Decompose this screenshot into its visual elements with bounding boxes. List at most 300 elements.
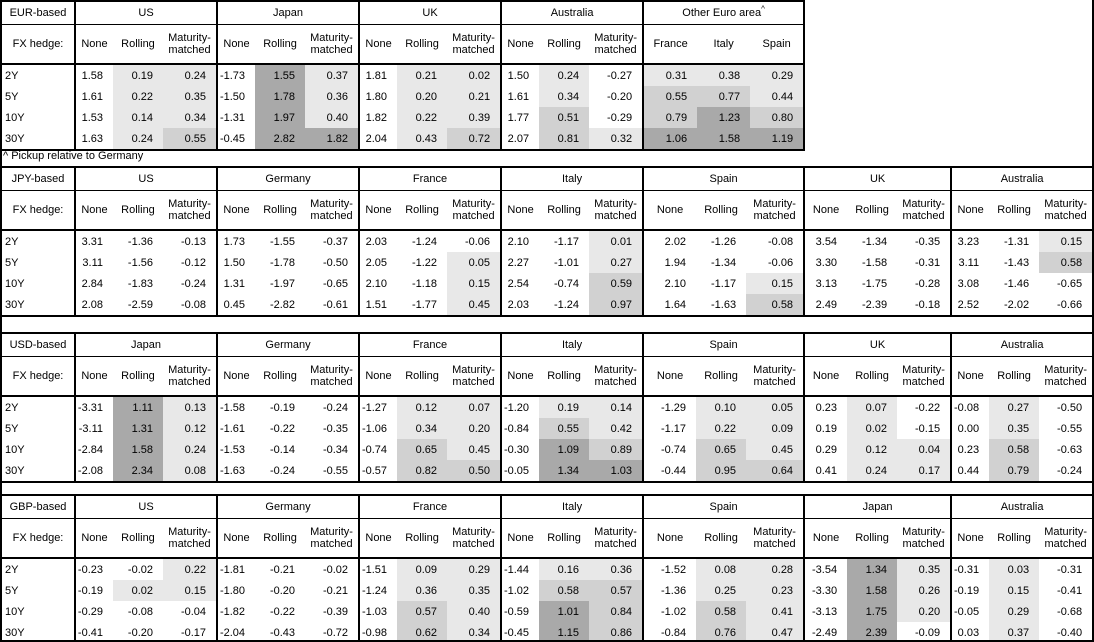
value-cell: 0.57 (397, 601, 447, 622)
value-cell: -1.24 (411, 235, 438, 248)
country-header: Italy (501, 333, 643, 357)
value-cell: -0.57 (359, 460, 397, 482)
value-cell: 2.08 (75, 294, 113, 316)
value-cell: -0.02 (127, 563, 153, 576)
value-cell: 0.76 (696, 622, 746, 642)
value-cell: 0.43 (397, 128, 447, 150)
column-header: None (804, 191, 847, 231)
value-cell: -0.31 (951, 558, 989, 580)
value-cell: 0.03 (951, 622, 989, 642)
value-cell: 1.58 (847, 580, 897, 601)
value-cell: 0.82 (397, 460, 447, 482)
value-cell: 0.35 (447, 580, 501, 601)
value-cell: -0.41 (1057, 584, 1083, 597)
country-header: Italy (501, 495, 643, 519)
country-header: UK (359, 1, 501, 25)
value-cell: -0.20 (607, 90, 633, 103)
column-header: None (501, 191, 539, 231)
column-header: None (501, 519, 539, 559)
value-cell: 0.10 (696, 396, 746, 418)
column-header: Rolling (397, 191, 447, 231)
column-header: Maturity-matched (447, 191, 501, 231)
country-header: UK (804, 333, 951, 357)
value-cell: -1.26 (710, 235, 737, 248)
value-cell: 0.20 (397, 86, 447, 107)
fx-hedge-label: FX hedge: (1, 357, 75, 397)
value-cell: 2.07 (501, 128, 539, 150)
value-cell: -0.63 (1057, 443, 1083, 456)
value-cell: -1.80 (217, 580, 255, 601)
column-header: None (75, 519, 113, 559)
value-cell: 0.44 (951, 460, 989, 482)
footnote-marker: ^ (761, 4, 765, 14)
column-header: Maturity-matched (589, 519, 643, 559)
value-cell: -0.31 (915, 256, 941, 269)
value-cell: -0.31 (1057, 563, 1083, 576)
table-row (1, 418, 1093, 439)
value-cell: -1.63 (217, 460, 255, 482)
column-header: Rolling (539, 25, 589, 65)
value-cell: -0.59 (501, 601, 539, 622)
table-row (1, 396, 1093, 418)
value-cell: 0.05 (447, 252, 501, 273)
value-cell: 2.05 (359, 252, 397, 273)
column-header: Maturity-matched (163, 25, 217, 65)
value-cell: -1.78 (269, 256, 296, 269)
value-cell: -0.84 (643, 622, 696, 642)
value-cell: -0.50 (1057, 401, 1083, 414)
value-cell: -1.82 (217, 601, 255, 622)
value-cell: -0.84 (501, 418, 539, 439)
column-header: Maturity-matched (589, 25, 643, 65)
row-label: 30Y (1, 460, 75, 482)
value-cell: 0.21 (397, 64, 447, 86)
column-header: Rolling (397, 519, 447, 559)
column-header: None (359, 519, 397, 559)
value-cell: 3.11 (951, 252, 989, 273)
value-cell: 0.81 (539, 128, 589, 150)
value-cell: 0.07 (847, 396, 897, 418)
value-cell: -0.68 (1057, 605, 1083, 618)
column-header: Rolling (696, 357, 746, 397)
value-cell: -0.24 (322, 401, 349, 414)
value-cell: -0.74 (359, 439, 397, 460)
row-label: 2Y (1, 230, 75, 252)
value-cell: 0.41 (746, 601, 804, 622)
value-cell: 3.11 (75, 252, 113, 273)
column-header: Maturity-matched (746, 519, 804, 559)
table-row (1, 107, 804, 128)
value-cell: 1.64 (643, 294, 696, 316)
value-cell: 0.24 (163, 439, 217, 460)
country-header: Spain (643, 333, 804, 357)
value-cell: -0.21 (269, 563, 296, 576)
value-cell: 0.22 (696, 418, 746, 439)
value-cell: -0.18 (915, 298, 941, 311)
column-header: Rolling (397, 25, 447, 65)
value-cell: 0.57 (589, 580, 643, 601)
value-cell: 0.31 (643, 64, 697, 86)
value-cell: 0.08 (163, 460, 217, 482)
value-cell: 0.34 (539, 86, 589, 107)
value-cell: 1.77 (501, 107, 539, 128)
value-cell: 0.02 (847, 418, 897, 439)
column-header: None (951, 191, 989, 231)
value-cell: 0.45 (746, 439, 804, 460)
column-header: Maturity-matched (163, 191, 217, 231)
value-cell: -1.63 (710, 298, 737, 311)
value-cell: 0.97 (589, 294, 643, 316)
country-header: France (359, 167, 501, 191)
value-cell: 0.07 (447, 396, 501, 418)
value-cell: 0.26 (897, 580, 951, 601)
value-cell: -0.74 (553, 277, 580, 290)
table-jpy-based (0, 166, 1094, 317)
value-cell: -1.17 (710, 277, 737, 290)
value-cell: -2.08 (75, 460, 113, 482)
value-cell: 1.94 (643, 252, 696, 273)
value-cell: 1.19 (750, 128, 804, 150)
value-cell: 0.12 (163, 418, 217, 439)
value-cell: 0.58 (539, 580, 589, 601)
value-cell: 0.03 (989, 558, 1039, 580)
value-cell: 0.79 (643, 107, 697, 128)
value-cell: 0.36 (305, 86, 359, 107)
base-currency-label: USD-based (1, 333, 75, 357)
column-header: Maturity-matched (746, 357, 804, 397)
value-cell: -3.11 (75, 418, 113, 439)
value-cell: -1.02 (643, 601, 696, 622)
value-cell: 0.23 (746, 580, 804, 601)
value-cell: 2.03 (359, 230, 397, 252)
row-label: 5Y (1, 252, 75, 273)
value-cell: 1.53 (75, 107, 113, 128)
value-cell: -0.06 (464, 235, 491, 248)
country-header: Japan (75, 333, 217, 357)
fx-hedge-label: FX hedge: (1, 25, 75, 65)
value-cell: 0.41 (804, 460, 847, 482)
value-cell: 0.36 (397, 580, 447, 601)
value-cell: 0.62 (397, 622, 447, 642)
value-cell: 0.35 (989, 418, 1039, 439)
column-header: None (75, 357, 113, 397)
value-cell: 1.15 (539, 622, 589, 642)
value-cell: 1.34 (847, 558, 897, 580)
column-header: Maturity-matched (163, 519, 217, 559)
value-cell: 2.52 (951, 294, 989, 316)
value-cell: 0.40 (305, 107, 359, 128)
column-header: None (643, 357, 696, 397)
value-cell: 0.95 (696, 460, 746, 482)
value-cell: 1.82 (305, 128, 359, 150)
value-cell: -0.08 (180, 298, 207, 311)
row-label: 5Y (1, 418, 75, 439)
value-cell: 0.89 (589, 439, 643, 460)
value-cell: -0.65 (322, 277, 349, 290)
value-cell: 2.03 (501, 294, 539, 316)
value-cell: -1.52 (643, 558, 696, 580)
column-header: Rolling (113, 357, 163, 397)
row-label: 10Y (1, 601, 75, 622)
column-header: Rolling (113, 25, 163, 65)
value-cell: 0.16 (539, 558, 589, 580)
value-cell: -1.31 (1004, 235, 1030, 248)
value-cell: -0.08 (127, 605, 153, 618)
value-cell: -1.75 (861, 277, 888, 290)
value-cell: 0.29 (447, 558, 501, 580)
value-cell: 2.10 (643, 273, 696, 294)
value-cell: 0.19 (804, 418, 847, 439)
country-header: Australia (501, 1, 643, 25)
value-cell: 0.36 (589, 558, 643, 580)
value-cell: -1.02 (501, 580, 539, 601)
value-cell: 0.22 (113, 86, 163, 107)
value-cell: 0.08 (696, 558, 746, 580)
value-cell: -2.39 (861, 298, 888, 311)
value-cell: 0.64 (746, 460, 804, 482)
column-header: Rolling (539, 519, 589, 559)
value-cell: 0.17 (897, 460, 951, 482)
value-cell: -1.56 (127, 256, 153, 269)
value-cell: 0.14 (589, 396, 643, 418)
value-cell: -0.29 (607, 111, 633, 124)
value-cell: -1.01 (553, 256, 580, 269)
column-header: Rolling (696, 519, 746, 559)
table-eur-based (0, 0, 805, 151)
value-cell: 0.02 (113, 580, 163, 601)
value-cell: 2.10 (501, 230, 539, 252)
column-header: Spain (750, 25, 804, 65)
value-cell: -2.84 (75, 439, 113, 460)
value-cell: 0.79 (989, 460, 1039, 482)
value-cell: 0.25 (696, 580, 746, 601)
value-cell: 0.24 (163, 64, 217, 86)
column-header: Maturity-matched (1039, 191, 1093, 231)
value-cell: 0.15 (746, 273, 804, 294)
value-cell: 0.24 (847, 460, 897, 482)
value-cell: 1.78 (255, 86, 305, 107)
value-cell: -0.19 (269, 401, 296, 414)
column-header: Maturity-matched (447, 357, 501, 397)
value-cell: 3.13 (804, 273, 847, 294)
column-header: Maturity-matched (305, 25, 359, 65)
value-cell: -0.44 (643, 460, 696, 482)
value-cell: 0.34 (447, 622, 501, 642)
value-cell: 2.84 (75, 273, 113, 294)
column-header: Maturity-matched (897, 519, 951, 559)
value-cell: -3.31 (75, 396, 113, 418)
value-cell: -1.97 (269, 277, 296, 290)
row-label: 2Y (1, 396, 75, 418)
value-cell: 1.11 (113, 396, 163, 418)
column-header: None (501, 357, 539, 397)
value-cell: -0.66 (1057, 298, 1083, 311)
value-cell: 0.37 (989, 622, 1039, 642)
table-row (1, 558, 1093, 580)
value-cell: -0.72 (322, 626, 349, 639)
country-header: Australia (951, 333, 1093, 357)
value-cell: 0.28 (746, 558, 804, 580)
value-cell: 0.02 (447, 64, 501, 86)
value-cell: 1.51 (359, 294, 397, 316)
table-row (1, 64, 804, 86)
value-cell: -1.58 (217, 396, 255, 418)
value-cell: 2.39 (847, 622, 897, 642)
column-header: None (643, 191, 696, 231)
value-cell: 0.77 (697, 86, 750, 107)
value-cell: -0.45 (501, 622, 539, 642)
value-cell: -0.50 (322, 256, 349, 269)
value-cell: 1.58 (113, 439, 163, 460)
table-row (1, 230, 1093, 252)
value-cell: 0.24 (113, 128, 163, 150)
value-cell: -1.51 (359, 558, 397, 580)
column-header: Rolling (539, 357, 589, 397)
value-cell: 3.08 (951, 273, 989, 294)
column-header: Italy (697, 25, 750, 65)
table-row (1, 580, 1093, 601)
table-row (1, 273, 1093, 294)
country-header: France (359, 333, 501, 357)
column-header: Rolling (989, 519, 1039, 559)
value-cell: -1.50 (217, 86, 255, 107)
value-cell: 1.73 (217, 230, 255, 252)
value-cell: 1.55 (255, 64, 305, 86)
column-header: None (75, 25, 113, 65)
value-cell: 2.10 (359, 273, 397, 294)
fx-hedge-label: FX hedge: (1, 191, 75, 231)
country-header: Italy (501, 167, 643, 191)
value-cell: -1.24 (359, 580, 397, 601)
value-cell: 0.34 (397, 418, 447, 439)
column-header: Maturity-matched (305, 357, 359, 397)
value-cell: 0.04 (897, 439, 951, 460)
value-cell: 0.84 (589, 601, 643, 622)
value-cell: -0.17 (180, 626, 207, 639)
value-cell: 0.50 (447, 460, 501, 482)
value-cell: -1.61 (217, 418, 255, 439)
value-cell: -1.44 (501, 558, 539, 580)
column-header: Maturity-matched (897, 191, 951, 231)
value-cell: 0.19 (539, 396, 589, 418)
value-cell: -3.54 (804, 558, 847, 580)
value-cell: -0.40 (1057, 626, 1083, 639)
value-cell: 0.22 (397, 107, 447, 128)
column-header: Maturity-matched (163, 357, 217, 397)
value-cell: 0.21 (447, 86, 501, 107)
value-cell: -1.31 (217, 107, 255, 128)
column-header: None (359, 25, 397, 65)
table-gbp-based (0, 494, 1094, 642)
value-cell: 0.44 (750, 86, 804, 107)
value-cell: 0.37 (305, 64, 359, 86)
column-header: None (501, 25, 539, 65)
column-header: None (804, 357, 847, 397)
value-cell: 0.12 (397, 396, 447, 418)
table-row (1, 439, 1093, 460)
table-row (1, 128, 804, 150)
value-cell: 0.35 (897, 558, 951, 580)
value-cell: -0.34 (322, 443, 349, 456)
value-cell: 0.35 (163, 86, 217, 107)
column-header: Maturity-matched (897, 357, 951, 397)
value-cell: 0.42 (589, 418, 643, 439)
country-header: US (75, 1, 217, 25)
value-cell: -0.13 (180, 235, 207, 248)
value-cell: 0.15 (447, 273, 501, 294)
column-header: None (217, 191, 255, 231)
value-cell: 0.29 (804, 439, 847, 460)
value-cell: -3.13 (804, 601, 847, 622)
value-cell: -2.02 (1004, 298, 1030, 311)
value-cell: 0.24 (539, 64, 589, 86)
row-label: 5Y (1, 580, 75, 601)
value-cell: 1.50 (501, 64, 539, 86)
value-cell: 1.61 (75, 86, 113, 107)
value-cell: 2.02 (643, 230, 696, 252)
column-header: Rolling (989, 191, 1039, 231)
value-cell: 1.06 (643, 128, 697, 150)
column-header: Maturity-matched (305, 191, 359, 231)
value-cell: -0.61 (322, 298, 349, 311)
column-header: Maturity-matched (589, 191, 643, 231)
column-header: Maturity-matched (447, 519, 501, 559)
value-cell: -3.30 (804, 580, 847, 601)
value-cell: -0.05 (951, 601, 989, 622)
value-cell: -1.34 (861, 235, 888, 248)
row-label: 10Y (1, 107, 75, 128)
column-header: Rolling (539, 191, 589, 231)
value-cell: -1.55 (269, 235, 296, 248)
table-row (1, 294, 1093, 316)
value-cell: -0.43 (269, 626, 296, 639)
value-cell: -0.27 (607, 69, 633, 82)
value-cell: 1.82 (359, 107, 397, 128)
row-label: 5Y (1, 86, 75, 107)
value-cell: 0.15 (163, 580, 217, 601)
value-cell: -1.03 (359, 601, 397, 622)
value-cell: 0.40 (447, 601, 501, 622)
value-cell: 0.29 (750, 64, 804, 86)
value-cell: -0.28 (915, 277, 941, 290)
value-cell: 1.50 (217, 252, 255, 273)
value-cell: 0.59 (589, 273, 643, 294)
value-cell: 0.45 (447, 439, 501, 460)
value-cell: -0.04 (180, 605, 207, 618)
value-cell: 3.30 (804, 252, 847, 273)
value-cell: -0.20 (269, 584, 296, 597)
value-cell: -2.59 (127, 298, 153, 311)
value-cell: 0.80 (750, 107, 804, 128)
value-cell: -1.81 (217, 558, 255, 580)
value-cell: 2.82 (255, 128, 305, 150)
value-cell: -0.09 (915, 626, 941, 639)
value-cell: 3.23 (951, 230, 989, 252)
value-cell: -0.21 (322, 584, 349, 597)
column-header: None (359, 191, 397, 231)
value-cell: -1.77 (411, 298, 438, 311)
table-row (1, 252, 1093, 273)
country-header: France (359, 495, 501, 519)
value-cell: 0.32 (589, 128, 643, 150)
country-header: Spain (643, 167, 804, 191)
value-cell: 0.45 (447, 294, 501, 316)
column-header: None (951, 519, 989, 559)
column-header: None (359, 357, 397, 397)
value-cell: -0.20 (127, 626, 153, 639)
row-label: 2Y (1, 64, 75, 86)
value-cell: 0.09 (746, 418, 804, 439)
